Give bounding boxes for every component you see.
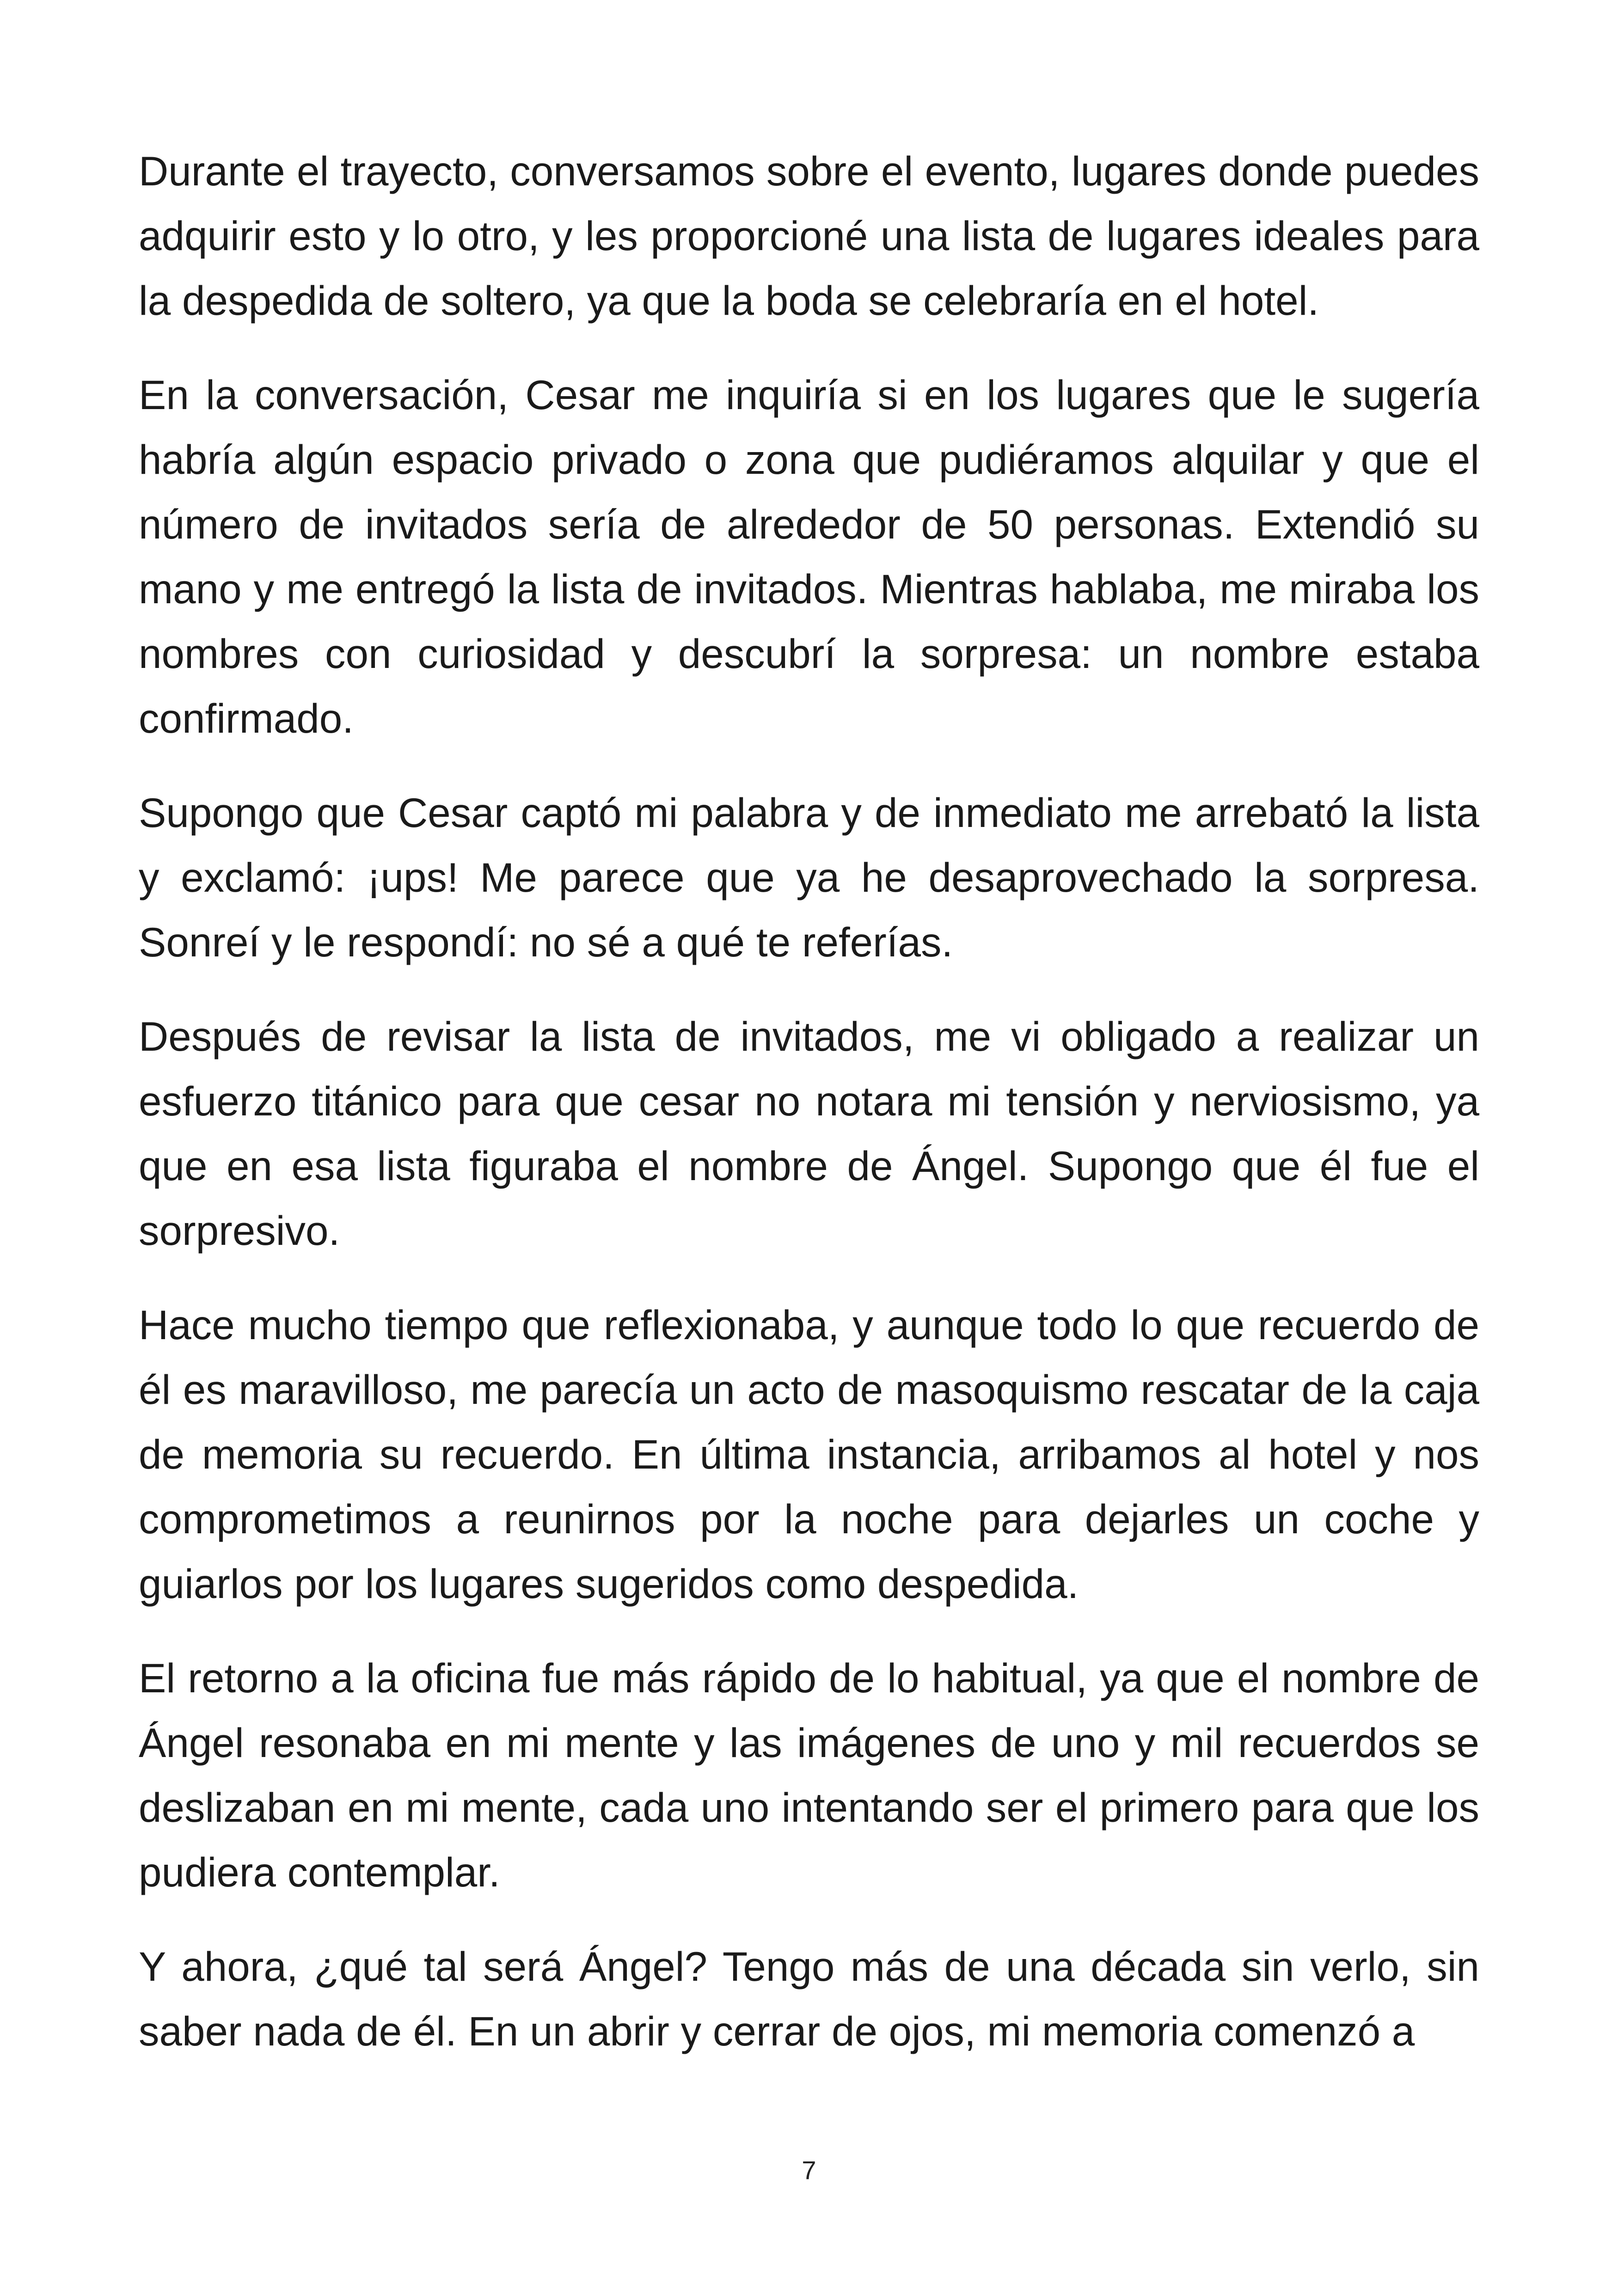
paragraph-6: El retorno a la oficina fue más rápido de lo habitual, ya que el nombre de Ángel resonaba en mi mente y las imágenes de uno y mil recuerdos se deslizaban en mi mente, cada uno intentando ser el primero para que los pudiera contemplar. xyxy=(139,1655,1479,1895)
paragraph-2: En la conversación, Cesar me inquiría si en los lugares que le sugería habría algún espacio privado o zona que pudiéramos alquilar y que el número de invitados sería de alrededor de 50 personas. Extendió su mano y me entregó la lista de invitados. Mientras hablaba, me miraba los nombres con curiosidad y descubrí la sorpresa: un nombre estaba confirmado. xyxy=(139,372,1479,741)
paragraph-4: Después de revisar la lista de invitados, me vi obligado a realizar un esfuerzo titánico para que cesar no notara mi tensión y nerviosismo, ya que en esa lista figuraba el nombre de Ángel. Supongo que él fue el sorpresivo. xyxy=(139,1013,1479,1254)
paragraph-7: Y ahora, ¿qué tal será Ángel? Tengo más de una década sin verlo, sin saber nada de él. En un abrir y cerrar de ojos, mi memoria comenzó a xyxy=(139,1943,1479,2054)
paragraph-1: Durante el trayecto, conversamos sobre el evento, lugares donde puedes adquirir esto y lo otro, y les proporcioné una lista de lugares ideales para la despedida de soltero, ya que la boda se celebraría en el hotel. xyxy=(139,148,1479,324)
body-text xyxy=(139,139,1479,2093)
paragraph-5: Hace mucho tiempo que reflexionaba, y aunque todo lo que recuerdo de él es maravilloso, me parecía un acto de masoquismo rescatar de la caja de memoria su recuerdo. En última instancia, arribamos al hotel y nos comprometimos a reunirnos por la noche para dejarles un coche y guiarlos por los lugares sugeridos como despedida. xyxy=(139,1302,1479,1607)
paragraph-3: Supongo que Cesar captó mi palabra y de inmediato me arrebató la lista y exclamó: ¡ups! Me parece que ya he desaprovechado la sorpresa. Sonreí y le respondí: no sé a qué te referías. xyxy=(139,790,1479,965)
page-number: 7 xyxy=(802,2155,816,2185)
